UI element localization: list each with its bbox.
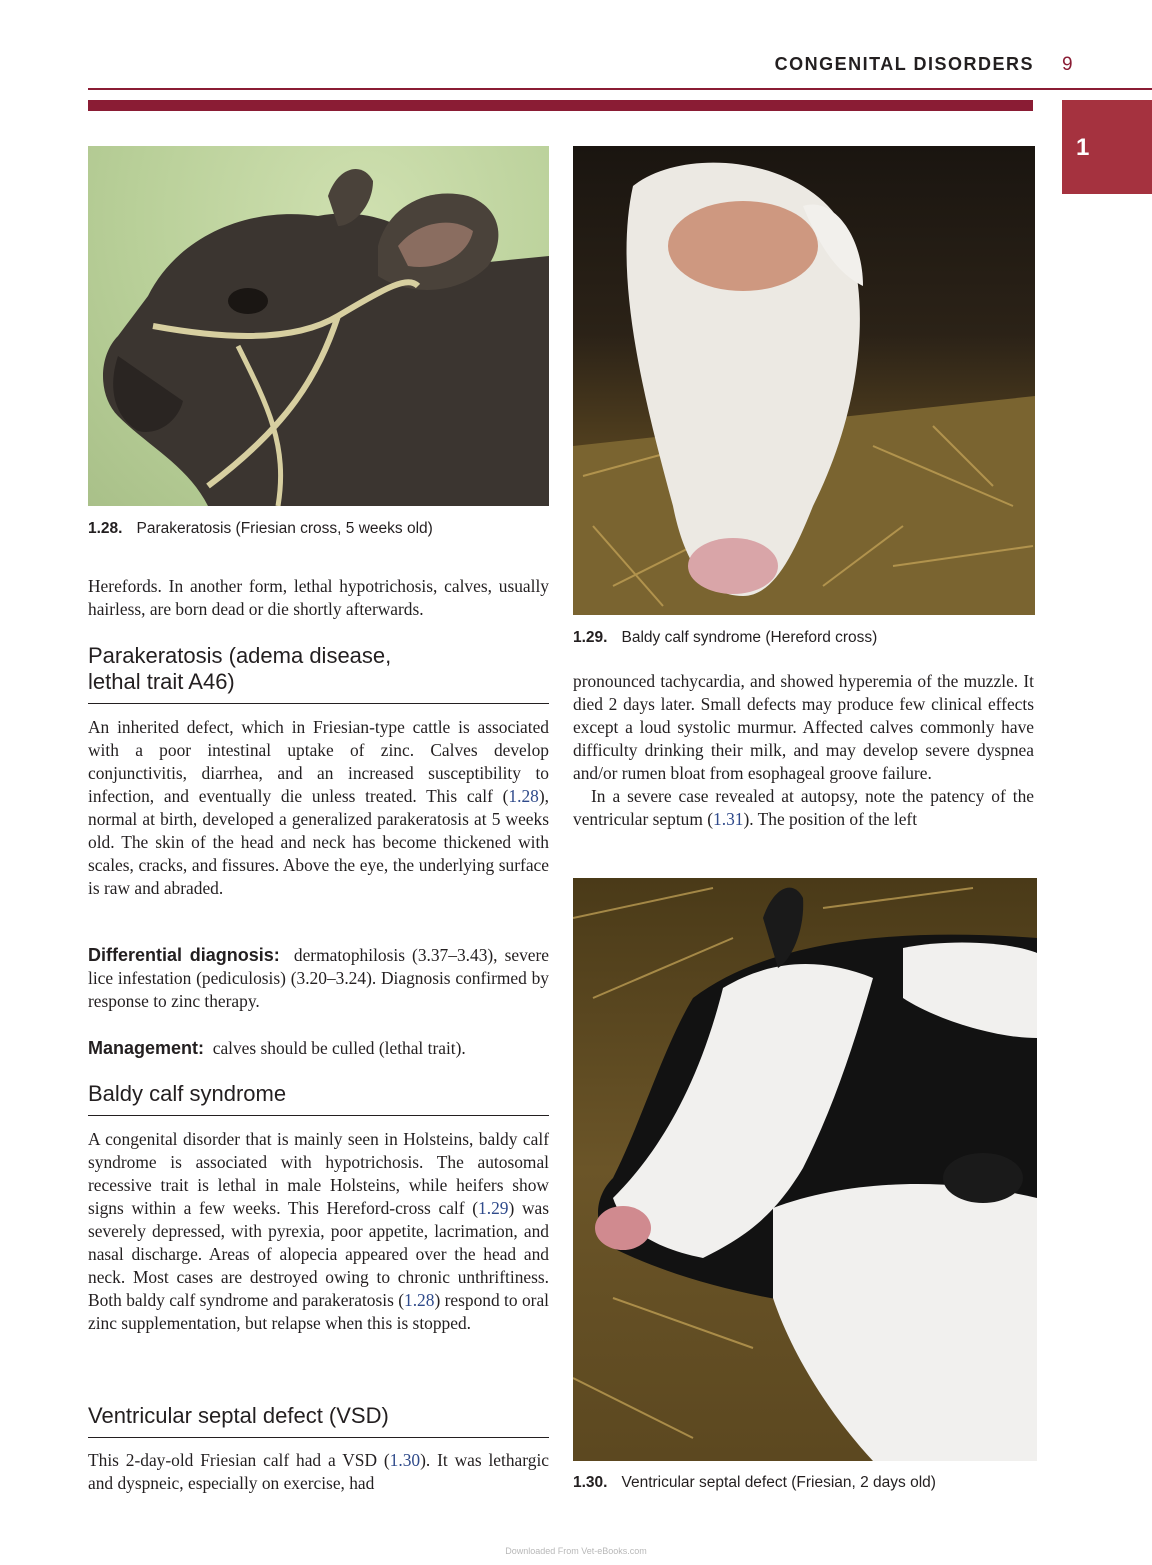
vsd-text-b: ). It was lethargic and dyspneic, especially on exercise, had — [88, 1450, 549, 1493]
figure-1-28-caption — [88, 520, 433, 538]
chapter-number: 1 — [1076, 134, 1090, 161]
heading-parakeratosis-line1: Parakeratosis (adema disease, — [88, 643, 392, 668]
heading-parakeratosis-line2: lethal trait A46) — [88, 669, 235, 694]
intro-paragraph: Herefords. In another form, lethal hypotrichosis, calves, usually hairless, are born dead or die shortly afterwards. — [88, 576, 549, 619]
figure-1-28-number: 1.28. — [88, 520, 123, 537]
header-rule-thin — [88, 88, 1152, 90]
figure-1-28-caption-text: Parakeratosis (Friesian cross, 5 weeks old) — [136, 520, 433, 537]
xref-1-28[interactable]: 1.28 — [508, 786, 539, 806]
xref-1-30[interactable]: 1.30 — [389, 1450, 421, 1470]
xref-1-31[interactable]: 1.31 — [713, 809, 744, 829]
differential-diagnosis-label: Differential diagnosis: — [88, 945, 280, 965]
differential-diagnosis-text: dermatophilosis (3.37–3.43), severe lice infestation (pediculosis) (3.20–3.24). Diagnosis confirmed by response to zinc therapy. — [88, 945, 549, 1011]
right-paragraph-2 — [573, 785, 1034, 831]
figure-1-30-caption-text: Ventricular septal defect (Friesian, 2 days old) — [621, 1474, 936, 1491]
baldy-text-c: ) respond to oral zinc supplementation, but relapse when this is stopped. — [88, 1290, 549, 1333]
right-paragraph-1: pronounced tachycardia, and showed hyperemia of the muzzle. It died 2 days later. Small defects may produce few clinical effects except a loud systolic murmur. Affected calves commonly have difficulty drinking their milk, and may develop severe dyspnea and/or rumen bloat from esophageal groove failure. — [573, 671, 1034, 783]
vsd-calf-image — [573, 878, 1037, 1461]
figure-1-29-caption-text: Baldy calf syndrome (Hereford cross) — [621, 629, 878, 646]
baldy-text-b: ) was severely depressed, with pyrexia, poor appetite, lacrimation, and nasal discharge. Areas of alopecia appeared over the head and neck. Most cases are destroyed owing to chronic unthriftiness. Both baldy calf syndrome and parakeratosis ( — [88, 1198, 550, 1310]
vsd-text-a: This 2-day-old Friesian calf had a VSD ( — [88, 1450, 390, 1470]
baldy-calf-image — [573, 146, 1035, 615]
figure-1-30-photo — [573, 878, 1037, 1461]
heading-parakeratosis — [88, 643, 549, 704]
management-text: calves should be culled (lethal trait). — [212, 1038, 466, 1058]
footer-watermark: Downloaded From Vet-eBooks.com — [505, 1546, 647, 1556]
figure-1-29-caption — [573, 629, 877, 647]
heading-baldy-calf: Baldy calf syndrome — [88, 1081, 549, 1116]
figure-1-29-number: 1.29. — [573, 629, 608, 646]
figure-1-29-photo — [573, 146, 1035, 615]
right-column-text — [573, 670, 1034, 831]
right-text-b: ). The position of the left — [743, 809, 918, 829]
page-number: 9 — [1062, 54, 1073, 75]
chapter-tab — [1062, 100, 1152, 194]
management-paragraph — [88, 1037, 549, 1060]
figure-1-30-number: 1.30. — [573, 1474, 608, 1491]
figure-1-30-caption — [573, 1474, 936, 1492]
heading-vsd: Ventricular septal defect (VSD) — [88, 1403, 549, 1438]
parakeratosis-calf-image — [88, 146, 549, 506]
management-label: Management: — [88, 1038, 205, 1058]
xref-1-29[interactable]: 1.29 — [478, 1198, 509, 1218]
right-text-a: In a severe case revealed at autopsy, note the patency of the ventricular septum ( — [573, 786, 1034, 829]
parakeratosis-text-b: ), normal at birth, developed a generalized parakeratosis at 5 weeks old. The skin of the head and neck has become thickened with scales, cracks, and fissures. Above the eye, the underlying surface is raw and abraded. — [88, 786, 549, 898]
baldy-paragraph — [88, 1128, 549, 1335]
differential-diagnosis-paragraph — [88, 944, 549, 1013]
parakeratosis-paragraph — [88, 716, 549, 900]
parakeratosis-text-a: An inherited defect, which in Friesian-type cattle is associated with a poor intestinal uptake of zinc. Calves develop conjunctivitis, diarrhea, and an increased susceptibility to infection, and eventually die unless treated. This calf ( — [88, 717, 549, 806]
header-rule-thick — [88, 100, 1033, 111]
vsd-paragraph — [88, 1449, 549, 1495]
figure-1-28-photo — [88, 146, 549, 506]
running-head: CONGENITAL DISORDERS — [774, 54, 1034, 74]
baldy-text-a: A congenital disorder that is mainly seen in Holsteins, baldy calf syndrome is associated with hypotrichosis. The autosomal recessive trait is lethal in male Holsteins, while heifers show signs within a few weeks. This Hereford-cross calf ( — [88, 1129, 549, 1218]
xref-1-28-b[interactable]: 1.28 — [404, 1290, 435, 1310]
